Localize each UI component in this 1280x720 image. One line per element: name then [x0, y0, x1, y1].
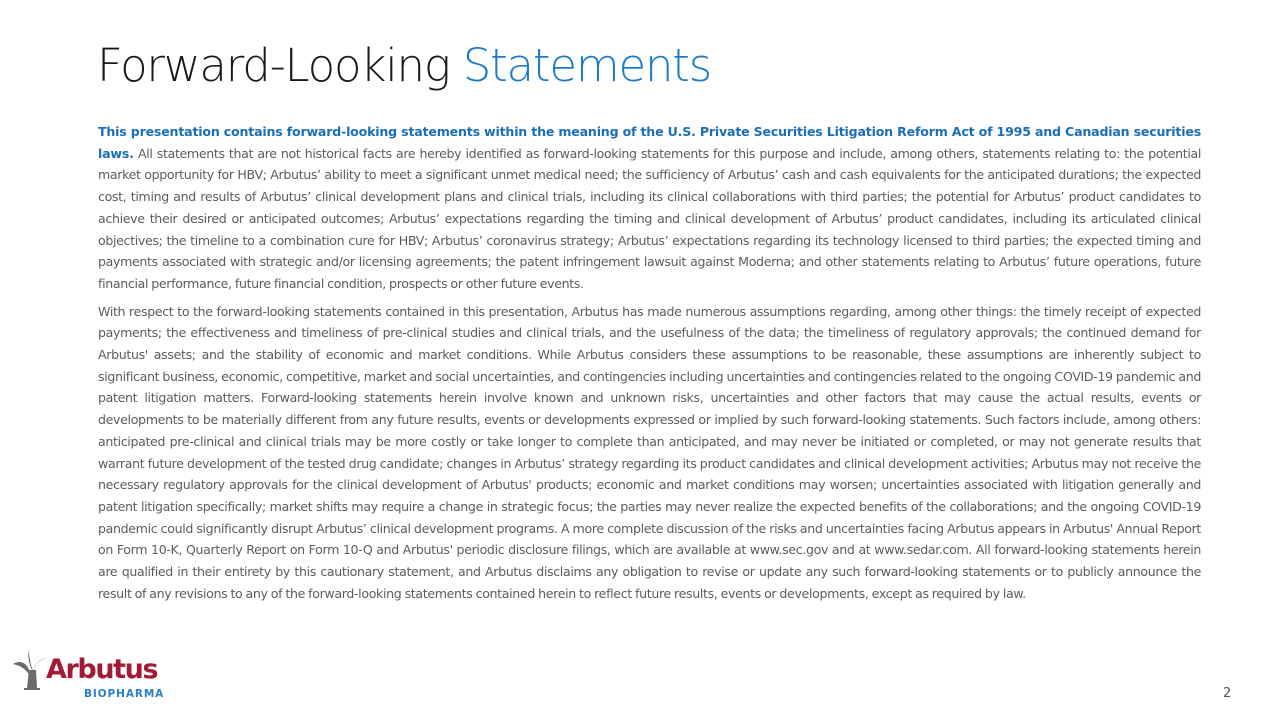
page-number: 2: [1223, 686, 1232, 701]
disclaimer-body: [98, 121, 1201, 610]
paragraph-2: [98, 301, 1201, 605]
paragraph-1: [98, 121, 1201, 295]
arbutus-logo: [12, 648, 172, 706]
paragraph-1-text: All statements that are not historical facts are hereby identified as forward-looking statements for this purpose and include, among others, statements relating to: the potential market opportunity for HBV; Arbutus’ ability to meet a significant unmet medical need; the sufficiency of Arbutus’ cash and cash equivalents for the anticipated durations; the expected cost, timing and results of Arbutus’ clinical development plans and clinical trials, including its clinical collaborations with third parties; the potential for Arbutus’ product candidates to achieve their desired or anticipated outcomes; Arbutus’ expectations regarding the timing and clinical development of Arbutus’ product candidates, including its articulated clinical objectives; the timeline to a combination cure for HBV; Arbutus’ coronavirus strategy; Arbutus’ expectations regarding its technology licensed to third parties; the expected timing and payments associated with strategic and/or licensing agreements; the patent infringement lawsuit against Moderna; and other statements relating to Arbutus’ future operations, future financial performance, future financial condition, prospects or other future events.: [98, 145, 1201, 291]
logo-subtitle: BIOPHARMA: [84, 688, 165, 700]
slide-title: [97, 38, 711, 94]
paragraph-1-lead: This presentation contains forward-looking statements within the meaning of the U.S. Private Securities Litigation Reform Act of 1995 and Canadian securities laws.: [98, 124, 1201, 161]
title-accent: Statements: [462, 39, 711, 92]
paragraph-2-text: With respect to the forward-looking statements contained in this presentation, Arbutus has made numerous assumptions regarding, among other things: the timely receipt of expected payments; the effectiveness and timeliness of pre-clinical studies and clinical trials, and the usefulness of the data; the timeliness of regulatory approvals; the continued demand for Arbutus' assets; and the stability of economic and market conditions. While Arbutus considers these assumptions to be reasonable, these assumptions are inherently subject to significant business, economic, competitive, market and social uncertainties, and contingencies including uncertainties and contingencies related to the ongoing COVID-19 pandemic and patent litigation matters. Forward-looking statements herein involve known and unknown risks, uncertainties and other factors that may cause the actual results, events or developments to be materially different from any future results, events or developments expressed or implied by such forward-looking statements. Such factors include, among others: anticipated pre-clinical and clinical trials may be more costly or take longer to complete than anticipated, and may never be initiated or completed, or may not generate results that warrant future development of the tested drug candidate; changes in Arbutus’ strategy regarding its product candidates and clinical development activities; Arbutus may not receive the necessary regulatory approvals for the clinical development of Arbutus' products; economic and market conditions may worsen; uncertainties associated with litigation generally and patent litigation specifically; market shifts may require a change in strategic focus; the parties may never realize the expected benefits of the collaborations; and the ongoing COVID-19 pandemic could significantly disrupt Arbutus’ clinical development programs. A more complete discussion of the risks and uncertainties facing Arbutus appears in Arbutus' Annual Report on Form 10-K, Quarterly Report on Form 10-Q and Arbutus' periodic disclosure filings, which are available at www.sec.gov and at www.sedar.com. All forward-looking statements herein are qualified in their entirety by this cautionary statement, and Arbutus disclaims any obligation to revise or update any such forward-looking statements or to publicly announce the result of any revisions to any of the forward-looking statements contained herein to reflect future results, events or developments, except as required by law.: [98, 303, 1201, 601]
title-plain: Forward-Looking: [97, 39, 463, 92]
tree-icon: [12, 648, 48, 690]
logo-wordmark: Arbutus: [46, 654, 158, 685]
